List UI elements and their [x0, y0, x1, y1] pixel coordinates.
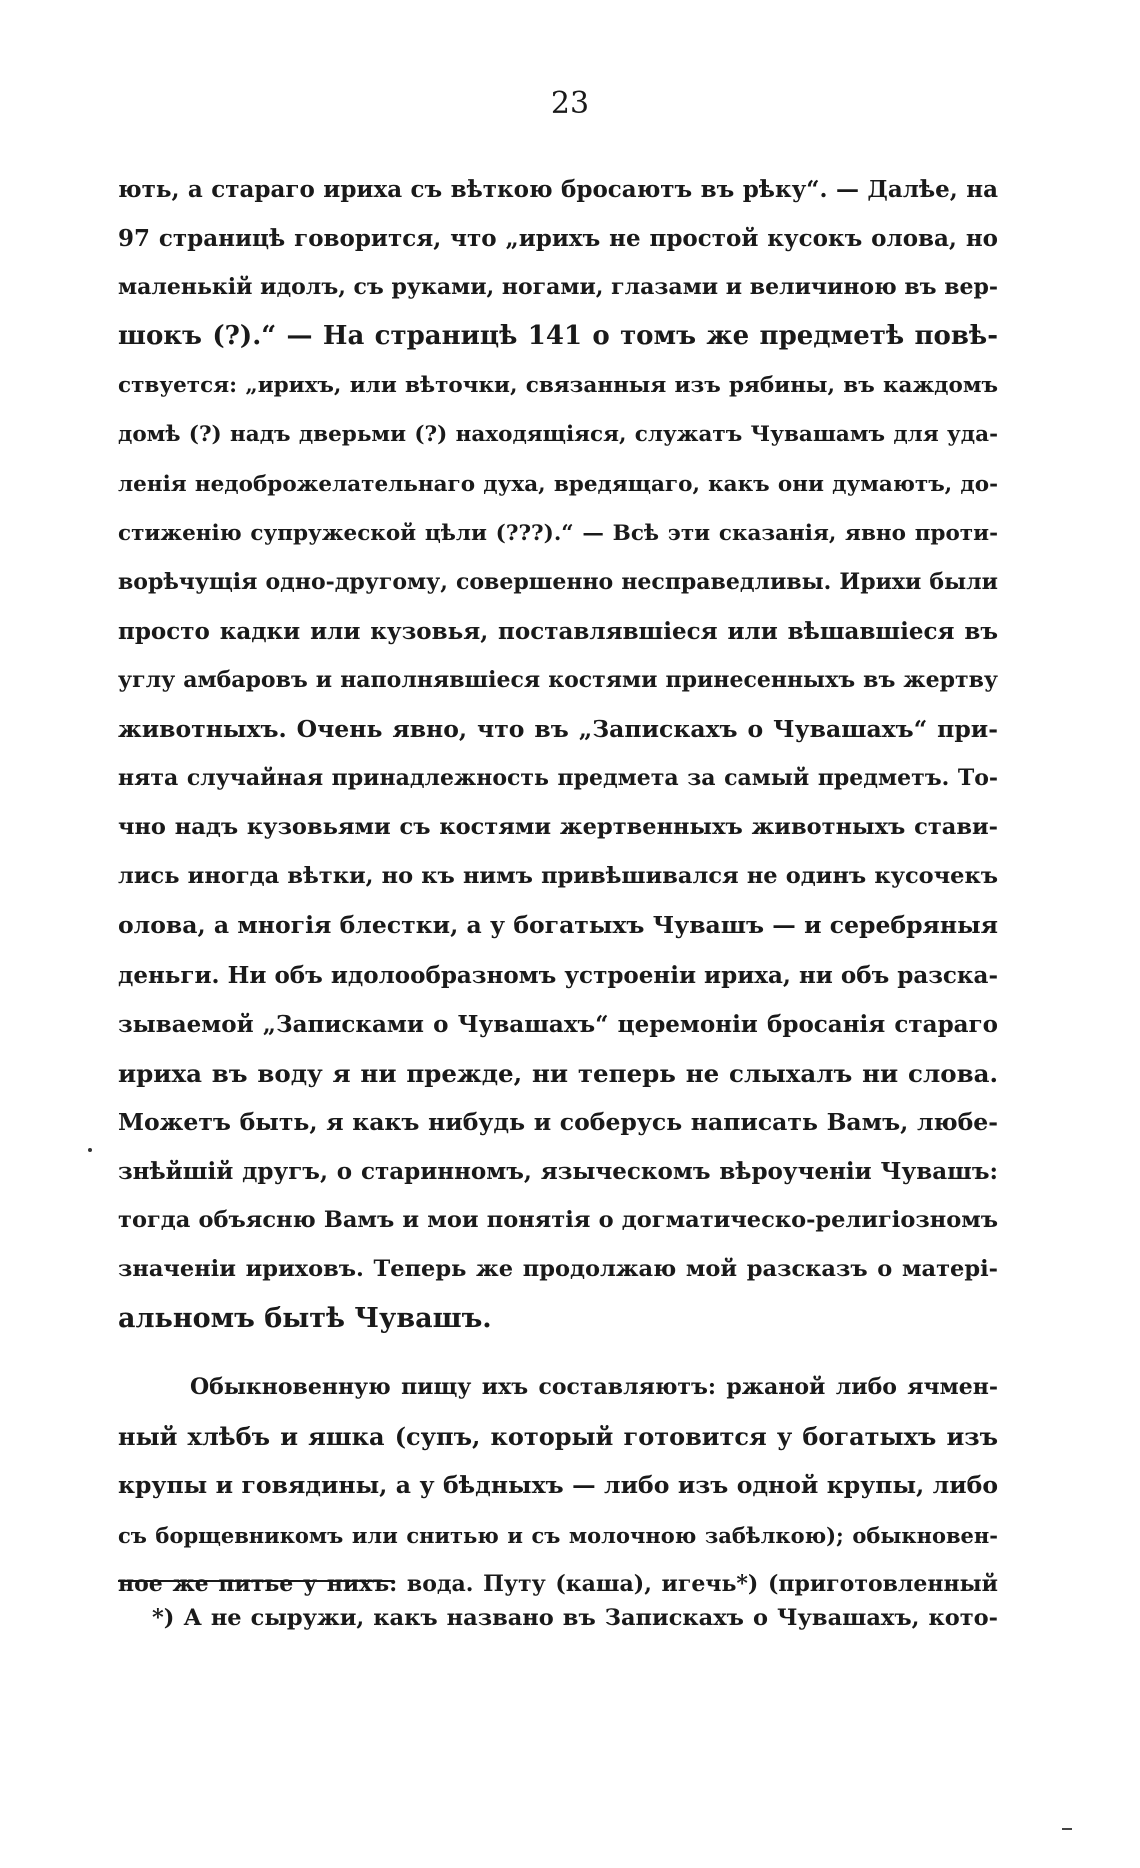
text-line: маленькій идолъ, съ руками, ногами, глазами и величиною въ вер-	[118, 274, 998, 301]
text-line: знѣйшій другъ, о старинномъ, языческомъ вѣроученіи Чувашъ:	[118, 1157, 998, 1185]
text-line: тогда объясню Вамъ и мои понятія о догматическо-религіозномъ	[118, 1206, 998, 1233]
text-line: ленія недоброжелательнаго духа, вредящаго, какъ они думаютъ, до-	[118, 471, 998, 497]
page-number: 23	[550, 86, 590, 121]
text-line: ствуется: „ирихъ, или вѣточки, связанныя изъ рябины, въ каждомъ	[118, 373, 998, 399]
text-line: зываемой „Записками о Чувашахъ“ церемоніи бросанія стараго	[118, 1010, 998, 1038]
text-line: 97 страницѣ говорится, что „ирихъ не простой кусокъ олова, но	[118, 225, 998, 253]
print-speck	[88, 1148, 92, 1152]
footnote: *) А не сыружи, какъ названо въ Запискахъ о Чувашахъ, кото-	[152, 1605, 998, 1631]
text-line: деньги. Ни объ идолообразномъ устроеніи ириха, ни объ разска-	[118, 961, 998, 989]
text-line: съ борщевникомъ или снитью и съ молочною забѣлкою); обыкновен-	[118, 1522, 998, 1548]
text-line: крупы и говядины, а у бѣдныхъ — либо изъ одной крупы, либо	[118, 1471, 998, 1500]
text-line: лись иногда вѣтки, но къ нимъ привѣшивался не одинъ кусочекъ	[118, 863, 998, 890]
text-line: значеніи ириховъ. Теперь же продолжаю мой разсказъ о матері-	[118, 1256, 998, 1283]
print-speck	[1062, 1828, 1072, 1830]
text-line: ное же питье у нихъ: вода. Путу (каша), игечь*) (приготовленный	[118, 1570, 998, 1597]
text-line: ворѣчущія одно-другому, совершенно несправедливы. Ирихи были	[118, 568, 998, 595]
text-line: ють, а стараго ириха съ вѣткою бросаютъ въ рѣку“. — Далѣе, на	[118, 176, 998, 203]
text-line: нята случайная принадлежность предмета за самый предметъ. То-	[118, 765, 998, 792]
text-line: шокъ (?).“ — На страницѣ 141 о томъ же предметѣ повѣ-	[118, 321, 998, 352]
body-text	[118, 165, 998, 1609]
text-line: олова, а многія блестки, а у богатыхъ Чувашъ — и серебряныя	[118, 911, 998, 940]
text-line: животныхъ. Очень явно, что въ „Запискахъ о Чувашахъ“ при-	[118, 715, 998, 744]
text-line: стиженію супружеской цѣли (???).“ — Всѣ эти сказанія, явно проти-	[118, 520, 998, 546]
text-line: домѣ (?) надъ дверьми (?) находящіяся, служатъ Чувашамъ для уда-	[118, 422, 998, 448]
paragraph-gap	[118, 1343, 998, 1363]
text-line: углу амбаровъ и наполнявшіеся костями принесенныхъ въ жертву	[118, 666, 998, 693]
text-line: Обыкновенную пищу ихъ составляютъ: ржаной либо ячмен-	[190, 1374, 998, 1401]
footnote-rule	[118, 1580, 394, 1582]
text-line: просто кадки или кузовья, поставлявшіеся или вѣшавшіеся въ	[118, 617, 998, 645]
text-line: чно надъ кузовьями съ костями жертвенныхъ животныхъ стави-	[118, 814, 998, 841]
text-line: ириха въ воду я ни прежде, ни теперь не слыхалъ ни слова.	[118, 1058, 998, 1088]
text-line: Можетъ быть, я какъ нибудь и соберусь написать Вамъ, любе-	[118, 1107, 998, 1136]
text-line: альномъ бытѣ Чувашъ.	[118, 1303, 492, 1335]
text-line: ный хлѣбъ и яшка (супъ, который готовится у богатыхъ изъ	[118, 1422, 998, 1452]
